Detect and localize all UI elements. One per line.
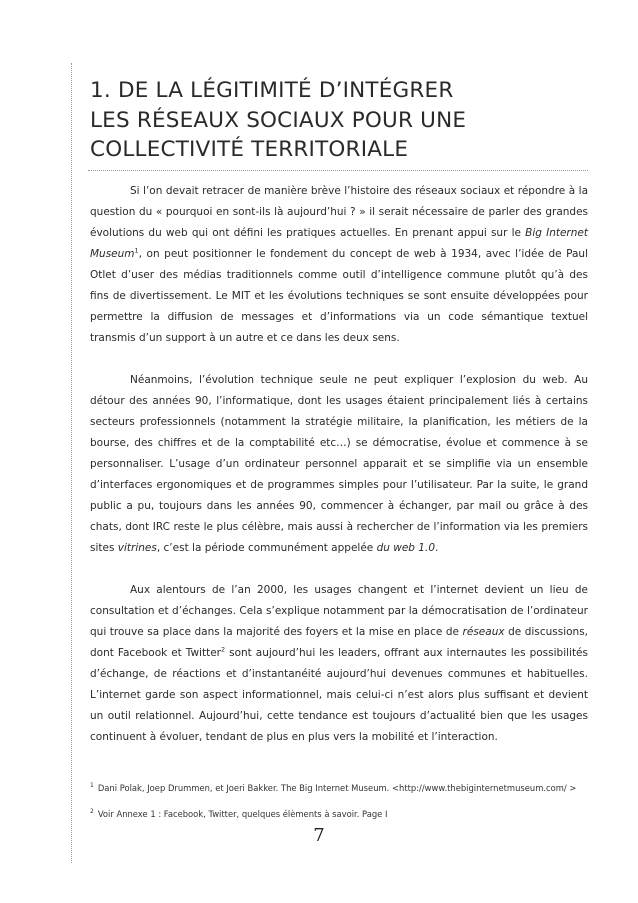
footnotes [90,782,588,821]
footnote-marker: 1 [90,782,94,790]
paragraph-3 [90,580,588,748]
heading-dotted-rule [88,170,588,171]
paragraph-text: de discussions, dont Facebook et Twitter [90,626,588,659]
margin-dotted-rule [71,63,72,863]
emphasis-big-internet-museum: Big Internet Museum [90,227,588,260]
body-text [90,181,588,748]
emphasis-web-1-0: du web 1.0 [376,542,435,554]
footnote-text: Dani Polak, Joep Drummen, et Joeri Bakker. The Big Internet Museum. <http://www.thebiginternetmuseum.com/ > [97,783,577,793]
paragraph-text: , c’est la période communément appelée [156,542,377,554]
paragraph-1 [90,181,588,349]
paragraph-text: Néanmoins, l’évolution technique seule ne peut expliquer l’explosion du web. Au détour des années 90, l’informatique, dont les usages étaient principalement liés à certains secteurs professionnels (notamment la stratégie militaire, la planification, les métiers de la bourse, des chiffres et de la comptabilité etc…) se démocratise, évolue et commence à se personnaliser. L’usage d’un ordinateur personnel apparait et se simplifie via un ensemble d’interfaces ergonomiques et de programmes simples pour l’utilisateur. Par la suite, le grand public a pu, toujours dans les années 90, commencer à échanger, par mail ou grâce à des chats, dont IRC reste le plus célèbre, mais aussi à rechercher de l’information via les premiers sites [90,374,588,554]
footnote-2 [90,808,588,821]
footnote-text: Voir Annexe 1 : Facebook, Twitter, quelques élèments à savoir. Page I [97,809,388,819]
footnote-marker: 2 [90,808,94,816]
emphasis-vitrines: vitrines [117,542,157,554]
emphasis-reseaux: réseaux [462,626,505,638]
page-title [90,76,610,165]
footnote-1 [90,782,588,795]
paragraph-text: sont aujourd’hui les leaders, offrant aux internautes les possibilités d’échange, de réactions et d’instantanéité aujourd’hui devenues communes et habituelles. L’internet garde son aspect informationnel, mais celui-ci n’est alors plus suffisant et devient un outil relationnel. Aujourd’hui, cette tendance est toujours d’actualité bien que les usages continuent à évoluer, tendant de plus en plus vers la mobilité et l’interaction. [90,647,588,743]
footnote-ref-2[interactable]: 2 [220,645,226,654]
page-number: 7 [313,825,325,846]
paragraph-text: . [435,542,439,554]
paragraph-text: Aux alentours de l’an 2000, les usages changent et l’internet devient un lieu de consultation et d’échanges. Cela s’explique notamment par la démocratisation de l’ordinateur qui trouve sa place dans la majorité des foyers et la mise en place de [90,584,588,638]
paragraph-text: , on peut positionner le fondement du concept de web à 1934, avec l’idée de Paul Otlet d’user des médias traditionnels comme outil d’intelligence commune plutôt qu’à des fins de divertissement. Le MIT et les évolutions techniques se sont ensuite développées pour permettre la diffusion de messages et d’informations via un code sémantique textuel transmis d’un support à un autre et ce dans les deux sens. [90,248,588,344]
footnote-ref-1[interactable]: 1 [134,246,139,255]
title-line: LES RÉSEAUX SOCIAUX POUR UNE [90,107,467,133]
title-line: COLLECTIVITÉ TERRITORIALE [90,137,409,162]
paragraph-text: Si l’on devait retracer de manière brève l’histoire des réseaux sociaux et répondre à la question du « pourquoi en sont-ils là aujourd’hui ? » il serait nécessaire de parler des grandes évolutions du web qui ont défini les pratiques actuelles. En prenant appui sur le [90,185,588,239]
title-line: 1. DE LA LÉGITIMITÉ D’INTÉGRER [90,78,454,103]
paragraph-2 [90,370,588,559]
